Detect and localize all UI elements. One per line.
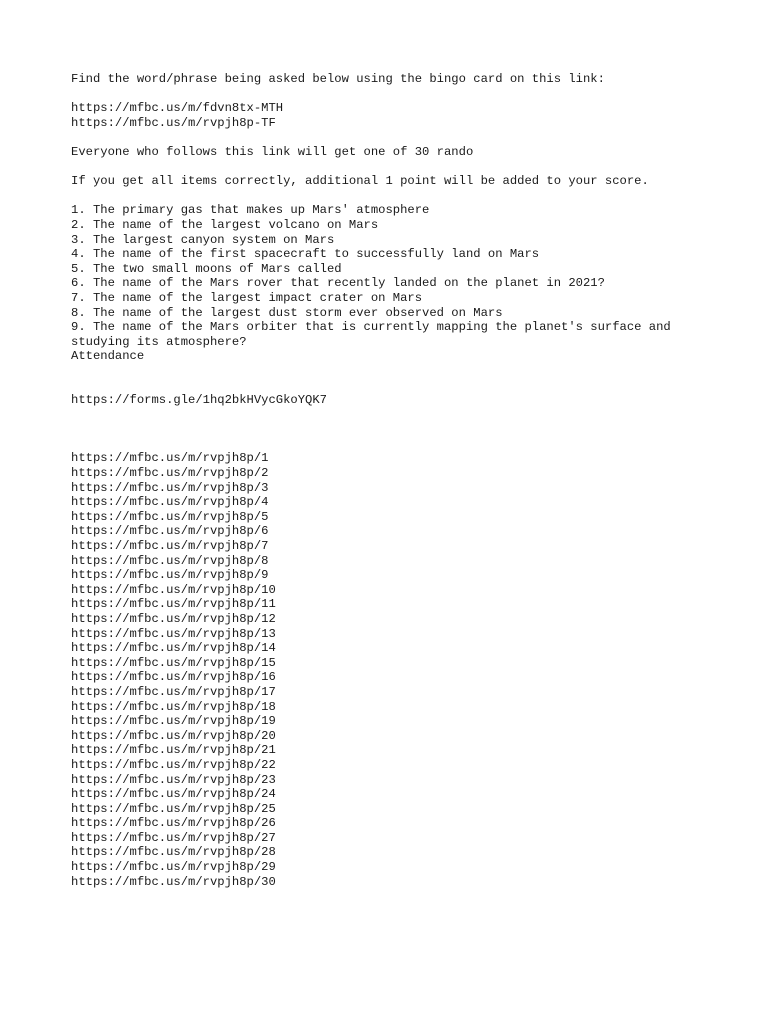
- card-link[interactable]: https://mfbc.us/m/rvpjh8p/2: [71, 466, 269, 481]
- card-link[interactable]: https://mfbc.us/m/rvpjh8p/1: [71, 451, 269, 466]
- bonus-note: If you get all items correctly, additional 1 point will be added to your score.: [71, 174, 649, 189]
- card-link[interactable]: https://mfbc.us/m/rvpjh8p/3: [71, 480, 269, 495]
- card-link[interactable]: https://mfbc.us/m/rvpjh8p/5: [71, 509, 269, 524]
- card-link[interactable]: https://mfbc.us/m/rvpjh8p/16: [71, 670, 276, 685]
- card-link[interactable]: https://mfbc.us/m/rvpjh8p/9: [71, 568, 269, 583]
- card-link[interactable]: https://mfbc.us/m/rvpjh8p/7: [71, 539, 269, 554]
- bingo-link-1[interactable]: https://mfbc.us/m/fdvn8tx-MTH: [71, 101, 284, 116]
- document-page: [71, 72, 711, 889]
- card-link[interactable]: https://mfbc.us/m/rvpjh8p/25: [71, 801, 276, 816]
- question-8: 8. The name of the largest dust storm ever observed on Mars: [71, 305, 503, 320]
- card-link[interactable]: https://mfbc.us/m/rvpjh8p/15: [71, 655, 276, 670]
- card-link[interactable]: https://mfbc.us/m/rvpjh8p/19: [71, 714, 276, 729]
- card-link[interactable]: https://mfbc.us/m/rvpjh8p/20: [71, 728, 276, 743]
- card-link[interactable]: https://mfbc.us/m/rvpjh8p/14: [71, 641, 276, 656]
- card-link[interactable]: https://mfbc.us/m/rvpjh8p/12: [71, 611, 276, 626]
- card-link-list: [71, 451, 711, 889]
- card-link[interactable]: https://mfbc.us/m/rvpjh8p/24: [71, 787, 276, 802]
- attendance-form-link[interactable]: https://forms.gle/1hq2bkHVycGkoYQK7: [71, 393, 327, 408]
- card-link[interactable]: https://mfbc.us/m/rvpjh8p/23: [71, 772, 276, 787]
- card-link[interactable]: https://mfbc.us/m/rvpjh8p/6: [71, 524, 269, 539]
- card-link[interactable]: https://mfbc.us/m/rvpjh8p/4: [71, 495, 269, 510]
- card-link[interactable]: https://mfbc.us/m/rvpjh8p/11: [71, 597, 276, 612]
- card-link[interactable]: https://mfbc.us/m/rvpjh8p/22: [71, 757, 276, 772]
- question-6: 6. The name of the Mars rover that recently landed on the planet in 2021?: [71, 276, 605, 291]
- card-link[interactable]: https://mfbc.us/m/rvpjh8p/28: [71, 845, 276, 860]
- follow-note: Everyone who follows this link will get one of 30 rando: [71, 144, 474, 159]
- card-link[interactable]: https://mfbc.us/m/rvpjh8p/30: [71, 874, 276, 889]
- card-link[interactable]: https://mfbc.us/m/rvpjh8p/27: [71, 830, 276, 845]
- card-link[interactable]: https://mfbc.us/m/rvpjh8p/26: [71, 816, 276, 831]
- question-5: 5. The two small moons of Mars called: [71, 261, 342, 276]
- question-2: 2. The name of the largest volcano on Mars: [71, 217, 379, 232]
- card-link[interactable]: https://mfbc.us/m/rvpjh8p/29: [71, 860, 276, 875]
- card-link[interactable]: https://mfbc.us/m/rvpjh8p/8: [71, 553, 269, 568]
- card-link[interactable]: https://mfbc.us/m/rvpjh8p/21: [71, 743, 276, 758]
- question-7: 7. The name of the largest impact crater on Mars: [71, 290, 423, 305]
- card-link[interactable]: https://mfbc.us/m/rvpjh8p/17: [71, 684, 276, 699]
- card-link[interactable]: https://mfbc.us/m/rvpjh8p/18: [71, 699, 276, 714]
- bingo-links: [71, 101, 711, 130]
- question-9: 9. The name of the Mars orbiter that is currently mapping the planet's surface and studying its atmosphere?: [71, 320, 679, 349]
- question-list: [71, 203, 711, 349]
- question-3: 3. The largest canyon system on Mars: [71, 232, 335, 247]
- question-1: 1. The primary gas that makes up Mars' atmosphere: [71, 203, 430, 218]
- card-link[interactable]: https://mfbc.us/m/rvpjh8p/13: [71, 626, 276, 641]
- question-4: 4. The name of the first spacecraft to successfully land on Mars: [71, 247, 540, 262]
- intro-text: Find the word/phrase being asked below using the bingo card on this link:: [71, 72, 605, 86]
- bingo-link-2[interactable]: https://mfbc.us/m/rvpjh8p-TF: [71, 115, 276, 130]
- card-link[interactable]: https://mfbc.us/m/rvpjh8p/10: [71, 582, 276, 597]
- attendance-label: Attendance: [71, 349, 145, 364]
